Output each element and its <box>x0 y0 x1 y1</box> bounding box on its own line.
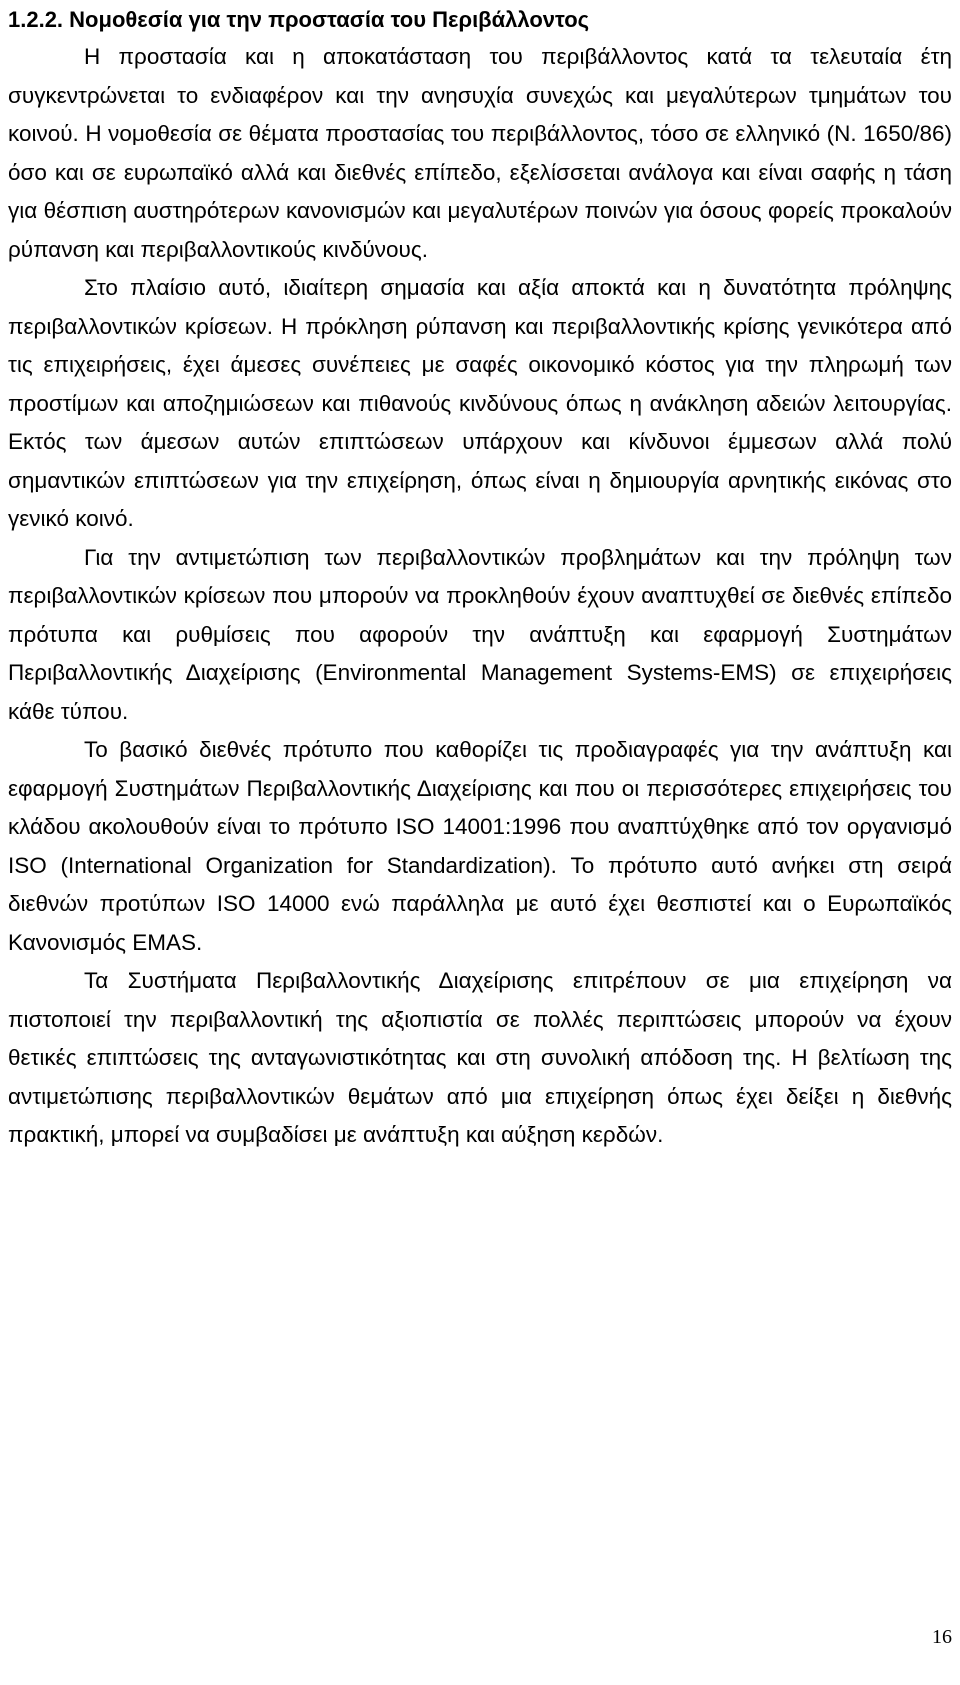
page-number: 16 <box>932 1626 952 1648</box>
paragraph-ems-standards: Για την αντιμετώπιση των περιβαλλοντικών προβλημάτων και την πρόληψη των περιβαλλοντικών κρίσεων που μπορούν να προκληθούν έχουν αναπτυχθεί σε διεθνές επίπεδο πρότυπα και ρυθμίσεις που αφορούν την ανάπτυξη και εφαρμογή Συστημάτων Περιβαλλοντικής Διαχείρισης (Environmental Management Systems-EMS) σε επιχειρήσεις κάθε τύπου. <box>8 544 952 724</box>
paragraph-crisis-prevention: Στο πλαίσιο αυτό, ιδιαίτερη σημασία και αξία αποκτά και η δυνατότητα πρόληψης περιβαλλοντικών κρίσεων. Η πρόκληση ρύπανση και περιβαλλοντικής κρίσης γενικότερα από τις επιχειρήσεις, έχει άμεσες συνέπειες με σαφές οικονομικό κόστος για την πληρωμή των προστίμων και αποζημιώσεων και πιθανούς κινδύνους όπως η ανάκληση αδειών λειτουργίας. Εκτός των άμεσων αυτών επιπτώσεων υπάρχουν και κίνδυνοι έμμεσων αλλά πολύ σημαντικών επιπτώσεων για την επιχείρηση, όπως είναι η δημιουργία αρνητικής εικόνας στο γενικό κοινό. <box>8 275 952 531</box>
document-page <box>8 0 952 1155</box>
paragraph-environmental-legislation: Η προστασία και η αποκατάσταση του περιβάλλοντος κατά τα τελευταία έτη συγκεντρώνεται το ενδιαφέρον και την ανησυχία συνεχώς και μεγαλύτερων τμημάτων του κοινού. Η νομοθεσία σε θέματα προστασίας του περιβάλλοντος, τόσο σε ελληνικό (Ν. 1650/86) όσο και σε ευρωπαϊκό αλλά και διεθνές επίπεδο, εξελίσσεται ανάλογα και είναι σαφής η τάση για θέσπιση αυστηρότερων κανονισμών και μεγαλυτέρων ποινών για όσους φορείς προκαλούν ρύπανση και περιβαλλοντικούς κινδύνους. <box>8 44 952 262</box>
paragraph-ems-benefits: Τα Συστήματα Περιβαλλοντικής Διαχείρισης επιτρέπουν σε μια επιχείρηση να πιστοποιεί την περιβαλλοντική της αξιοπιστία σε πολλές περιπτώσεις μπορούν να έχουν θετικές επιπτώσεις της ανταγωνιστικότητας και στη συνολική απόδοση της. Η βελτίωση της αντιμετώπισης περιβαλλοντικών θεμάτων από μια επιχείρηση όπως έχει δείξει η διεθνής πρακτική, μπορεί να συμβαδίσει με ανάπτυξη και αύξηση κερδών. <box>8 968 952 1147</box>
paragraph-iso-14001: Το βασικό διεθνές πρότυπο που καθορίζει τις προδιαγραφές για την ανάπτυξη και εφαρμογή Συστημάτων Περιβαλλοντικής Διαχείρισης και που οι περισσότερες επιχειρήσεις του κλάδου ακολουθούν είναι το πρότυπο ISO 14001:1996 που αναπτύχθηκε από τον οργανισμό ISO (International Organization for Standardization). Το πρότυπο αυτό ανήκει στη σειρά διεθνών προτύπων ISO 14000 ενώ παράλληλα με αυτό έχει θεσπιστεί και ο Ευρωπαϊκός Κανονισμός EMAS. <box>8 737 952 955</box>
section-heading: 1.2.2. Νομοθεσία για την προστασία του Περιβάλλοντος <box>8 7 590 32</box>
